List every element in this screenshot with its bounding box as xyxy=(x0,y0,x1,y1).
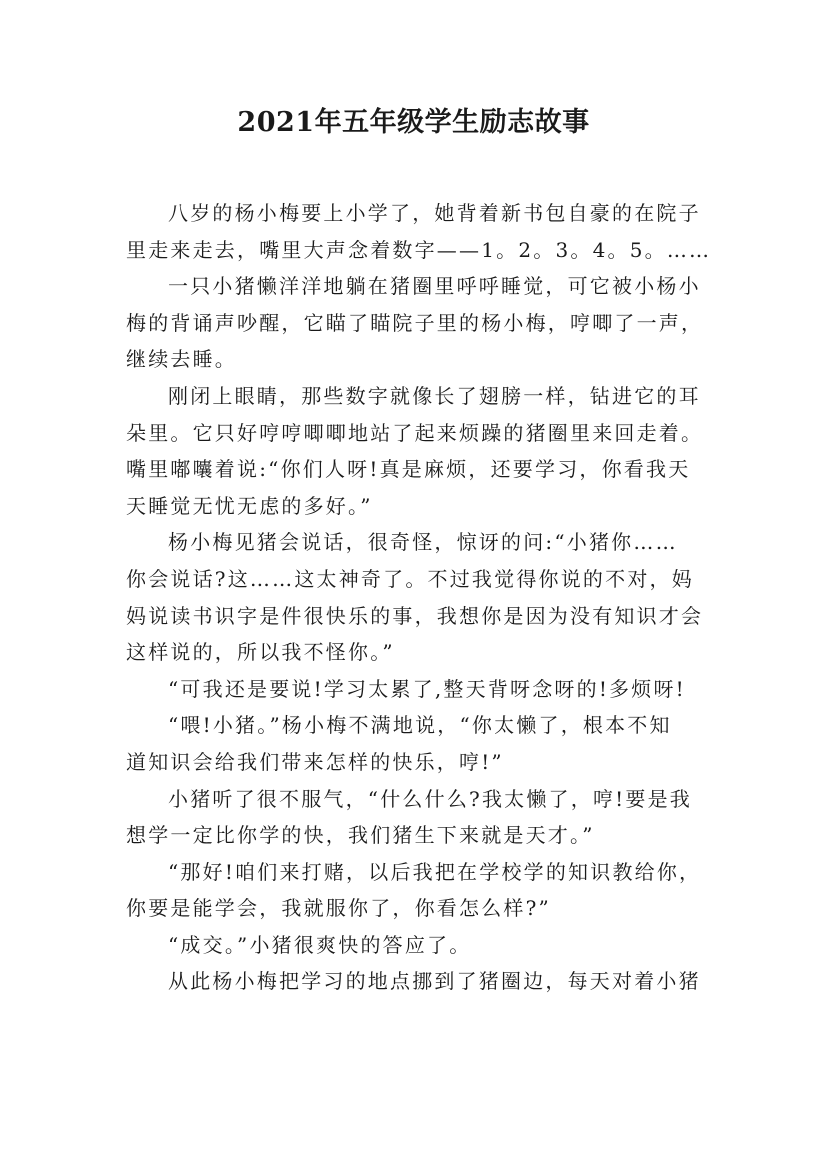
text-line: 里走来走去，嘴里大声念着数字——1。2。3。4。5。…… xyxy=(126,237,712,262)
text-line: “喂!小猪。”杨小梅不满地说，“你太懒了，根本不知 xyxy=(168,713,672,738)
text-line: 这样说的，所以我不怪你。” xyxy=(126,640,395,665)
text-line: 道知识会给我们带来怎样的快乐，哼!” xyxy=(126,749,504,774)
text-line: 从此杨小梅把学习的地点挪到了猪圈边，每天对着小猪 xyxy=(168,969,701,994)
text-line: 刚闭上眼睛，那些数字就像长了翅膀一样，钻进它的耳 xyxy=(168,383,701,408)
text-line: 八岁的杨小梅要上小学了，她背着新书包自豪的在院子 xyxy=(168,201,701,225)
text-line: 梅的背诵声吵醒，它瞄了瞄院子里的杨小梅，哼唧了一声， xyxy=(126,310,704,335)
document-body xyxy=(126,195,712,1000)
text-line: 妈说读书识字是件很快乐的事，我想你是因为没有知识才会 xyxy=(126,603,704,628)
text-line: 想学一定比你学的快，我们猪生下来就是天才。” xyxy=(126,823,595,848)
text-line: 小猪听了很不服气，“什么什么?我太懒了，哼!要是我 xyxy=(168,786,692,811)
text-line: 杨小梅见猪会说话，很奇怪，惊讶的问:“小猪你…… xyxy=(168,530,678,555)
text-line: 天睡觉无忧无虑的多好。” xyxy=(126,493,373,518)
text-line: “成交。”小猪很爽快的答应了。 xyxy=(168,932,472,957)
text-line: 你要是能学会，我就服你了，你看怎么样?” xyxy=(126,896,551,921)
text-line: 朵里。它只好哼哼唧唧地站了起来烦躁的猪圈里来回走着。 xyxy=(126,420,704,445)
text-line: “可我还是要说!学习太累了,整天背呀念呀的!多烦呀! xyxy=(168,676,686,701)
text-line: 一只小猪懒洋洋地躺在猪圈里呼呼睡觉，可它被小杨小 xyxy=(168,274,701,299)
text-line: 继续去睡。 xyxy=(126,347,237,372)
document-title: 2021年五年级学生励志故事 xyxy=(237,107,590,138)
text-line: “那好!咱们来打赌，以后我把在学校学的知识教给你， xyxy=(168,859,702,884)
text-line: 你会说话?这……这太神奇了。不过我觉得你说的不对，妈 xyxy=(126,566,694,591)
text-line: 嘴里嘟囔着说:“你们人呀!真是麻烦，还要学习，你看我天 xyxy=(126,457,691,482)
